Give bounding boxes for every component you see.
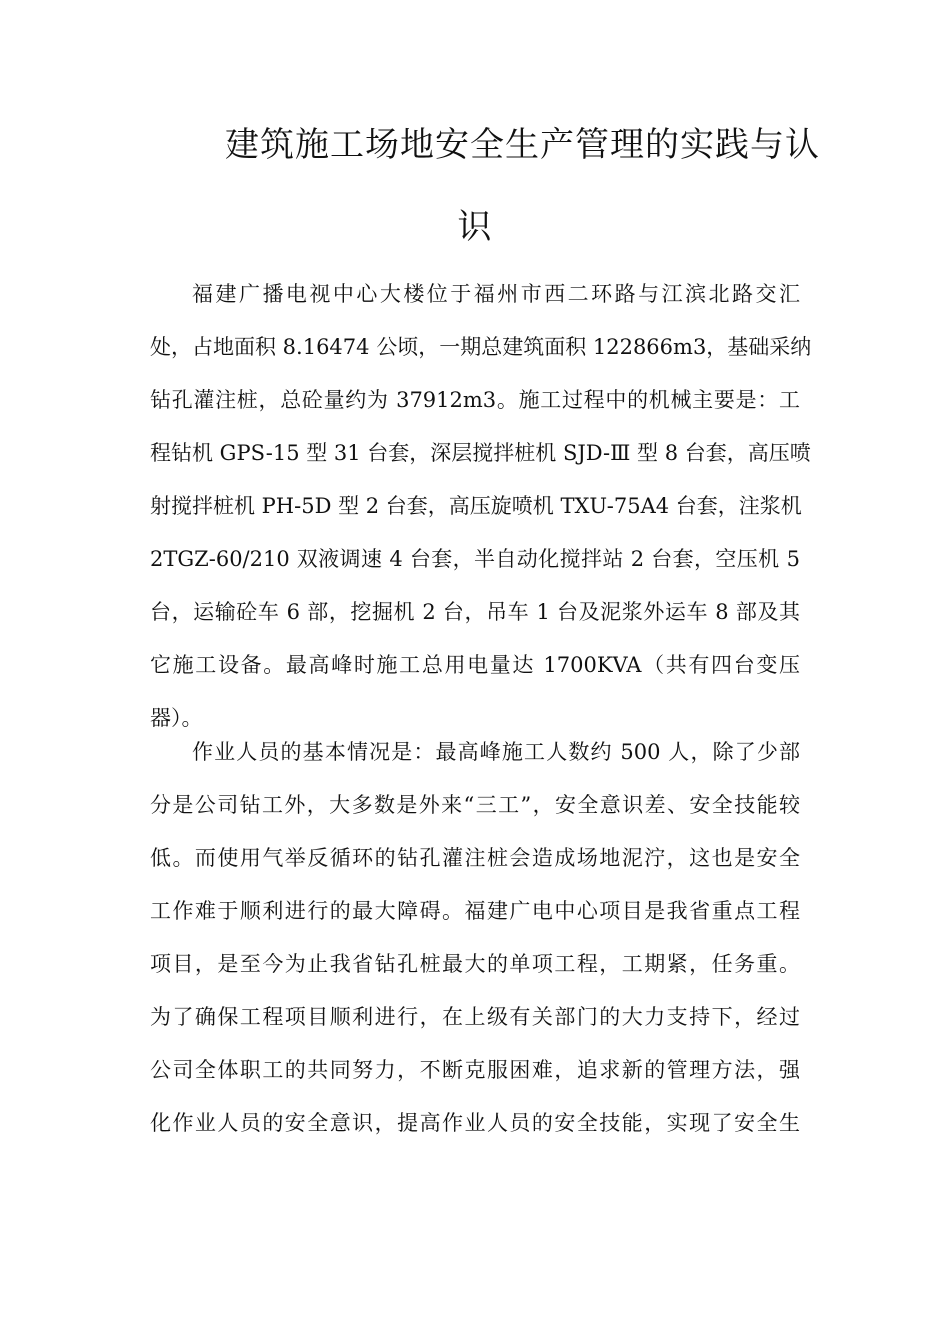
paragraph-1: [150, 268, 812, 745]
paragraph-line: 它施工设备。最高峰时施工总用电量达 1700KVA（共有四台变压: [150, 653, 800, 677]
title-line-1: 建筑施工场地安全生产管理的实践与认: [225, 125, 820, 165]
paragraph-line: 作业人员的基本情况是：最高峰施工人数约 500 人，除了少部: [192, 740, 800, 764]
paragraph-line: 处，占地面积 8.16474 公顷，一期总建筑面积 122866m3，基础采纳: [150, 335, 812, 359]
paragraph-line: 器）。: [150, 706, 203, 730]
paragraph-line: 分是公司钻工外，大多数是外来“三工”，安全意识差、安全技能较: [150, 793, 800, 817]
paragraph-line: 工作难于顺利进行的最大障碍。福建广电中心项目是我省重点工程: [150, 899, 800, 923]
paragraph-line: 公司全体职工的共同努力，不断克服困难，追求新的管理方法，强: [150, 1058, 800, 1082]
paragraph-line: 程钻机 GPS-15 型 31 台套，深层搅拌桩机 SJD-Ⅲ 型 8 台套，高压喷: [150, 441, 811, 465]
paragraph-line: 化作业人员的安全意识，提高作业人员的安全技能，实现了安全生: [150, 1111, 800, 1135]
paragraph-line: 低。而使用气举反循环的钻孔灌注桩会造成场地泥泞，这也是安全: [150, 846, 800, 870]
paragraph-line: 射搅拌桩机 PH-5D 型 2 台套，高压旋喷机 TXU-75A4 台套，注浆机: [150, 494, 802, 518]
paragraph-line: 钻孔灌注桩，总砼量约为 37912m3。施工过程中的机械主要是：工: [150, 388, 800, 412]
paragraph-line: 台，运输砼车 6 部，挖掘机 2 台，吊车 1 台及泥浆外运车 8 部及其: [150, 600, 800, 624]
paragraph-2: [150, 726, 800, 1150]
title-line-2: 识: [457, 207, 493, 247]
paragraph-line: 2TGZ-60/210 双液调速 4 台套，半自动化搅拌站 2 台套，空压机 5: [150, 547, 800, 571]
paragraph-line: 为了确保工程项目顺利进行，在上级有关部门的大力支持下，经过: [150, 1005, 800, 1029]
paragraph-line: 福建广播电视中心大楼位于福州市西二环路与江滨北路交汇: [192, 282, 800, 306]
document-title: [150, 104, 820, 268]
paragraph-line: 项目，是至今为止我省钻孔桩最大的单项工程，工期紧，任务重。: [150, 952, 800, 976]
